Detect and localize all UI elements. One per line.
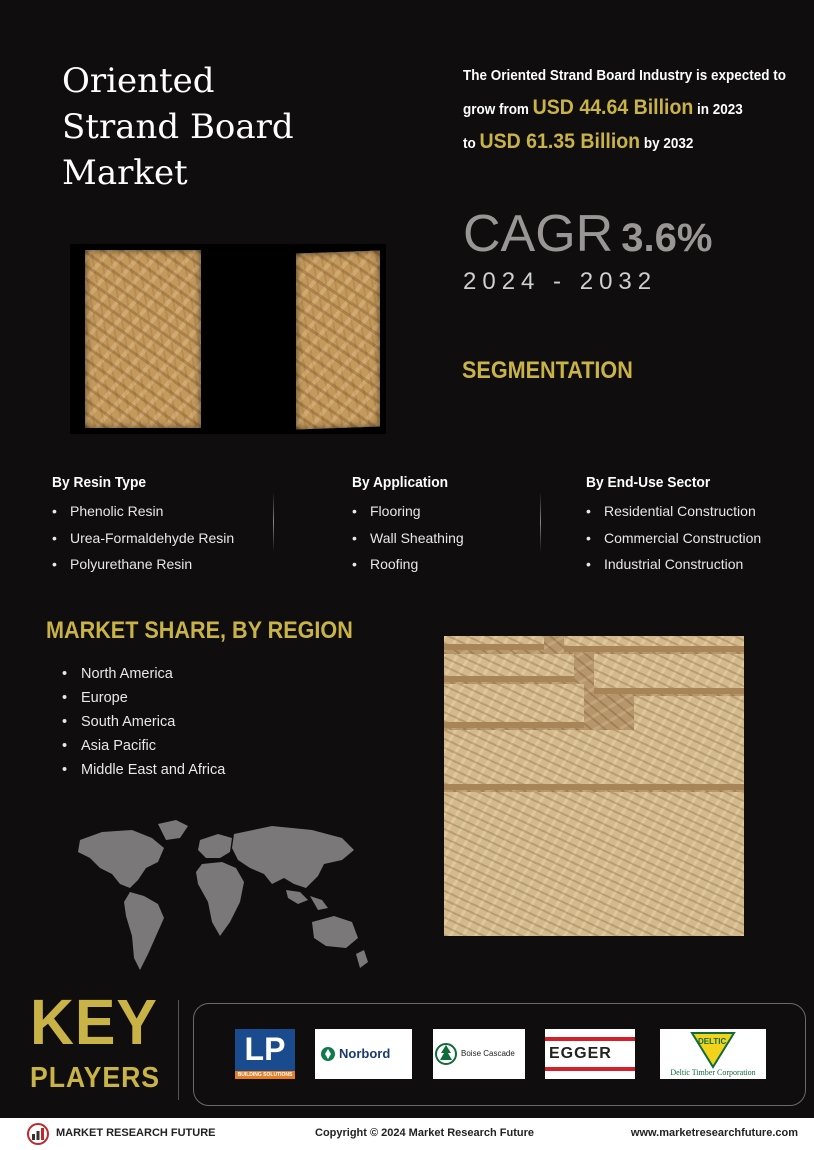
list-item: • Commercial Construction	[586, 525, 806, 552]
cagr-block	[463, 204, 712, 264]
list-item: • Urea-Formaldehyde Resin	[52, 525, 272, 552]
list-item: • North America	[62, 662, 225, 686]
growth-text: to	[463, 136, 480, 152]
growth-line-3	[463, 126, 784, 160]
list-item: • Residential Construction	[586, 498, 806, 525]
boise-logo-text: Boise Cascade	[461, 1049, 515, 1058]
segment-divider	[540, 492, 541, 552]
world-map-icon	[72, 818, 372, 978]
footer-brand: MARKET RESEARCH FUTURE	[56, 1127, 216, 1139]
list-item: • Europe	[62, 686, 225, 710]
market-share-heading: MARKET SHARE, BY REGION	[46, 617, 353, 644]
osb-slab	[444, 730, 744, 790]
list-item: • Middle East and Africa	[62, 758, 225, 782]
osb-slab	[564, 636, 744, 652]
list-item: • Wall Sheathing	[352, 525, 532, 552]
deltic-logo	[660, 1029, 766, 1079]
egger-bar-bottom	[545, 1067, 635, 1071]
title-line-1: Oriented	[62, 61, 215, 101]
cagr-period: 2024 - 2032	[463, 268, 658, 295]
osb-slab	[444, 636, 544, 650]
segment-resin-type	[52, 474, 272, 578]
footer-website-link[interactable]: www.marketresearchfuture.com	[630, 1127, 798, 1139]
region-list	[62, 662, 225, 782]
egger-bar-top	[545, 1037, 635, 1041]
osb-stack-image	[444, 636, 744, 936]
segment-title: By Resin Type	[52, 474, 147, 491]
lp-logo-text: LP	[244, 1031, 286, 1067]
segment-application	[352, 474, 532, 578]
osb-board-angled	[296, 251, 380, 430]
growth-statement	[463, 60, 808, 160]
cagr-value: 3.6%	[621, 216, 713, 260]
footer	[0, 1118, 814, 1150]
osb-slab	[444, 684, 584, 728]
list-item: • Asia Pacific	[62, 734, 225, 758]
list-item: • Roofing	[352, 551, 532, 578]
end-value: USD 61.35 Billion	[479, 130, 641, 153]
segment-title: By End-Use Sector	[586, 474, 711, 491]
list-item: • Polyurethane Resin	[52, 551, 272, 578]
growth-line-2	[463, 92, 784, 126]
growth-text: by 2032	[640, 136, 694, 152]
key-players-heading-line-1: KEY	[30, 986, 158, 1058]
osb-slab	[444, 654, 574, 682]
deltic-logo-tagline: Deltic Timber Corporation	[670, 1068, 756, 1077]
list-item: • Phenolic Resin	[52, 498, 272, 525]
growth-text: in 2023	[693, 102, 743, 118]
norbord-logo-text: Norbord	[339, 1046, 391, 1061]
norbord-logo	[315, 1029, 412, 1079]
lp-logo-tagline: BUILDING SOLUTIONS	[235, 1071, 295, 1079]
egger-logo	[545, 1029, 635, 1079]
segment-divider	[273, 492, 274, 552]
title-line-2: Strand Board	[62, 107, 294, 147]
mrf-logo-icon	[26, 1122, 50, 1146]
osb-slab	[594, 654, 744, 694]
osb-board-image	[70, 244, 386, 434]
lp-logo	[235, 1029, 295, 1079]
osb-slab	[444, 792, 744, 936]
footer-copyright: Copyright © 2024 Market Research Future	[315, 1127, 535, 1139]
egger-logo-text: EGGER	[549, 1045, 612, 1062]
segmentation-heading: SEGMENTATION	[462, 357, 633, 384]
key-players-divider	[178, 1000, 179, 1100]
growth-line-1: The Oriented Strand Board Industry is expected to	[463, 68, 786, 84]
osb-board-front	[85, 250, 201, 428]
key-players-heading-line-2: PLAYERS	[30, 1062, 161, 1094]
page-title	[62, 58, 362, 196]
list-item: • South America	[62, 710, 225, 734]
boise-cascade-logo	[433, 1029, 525, 1079]
growth-text: grow from	[463, 102, 533, 118]
start-value: USD 44.64 Billion	[532, 96, 694, 119]
segment-title: By Application	[352, 474, 449, 491]
list-item: • Flooring	[352, 498, 532, 525]
segment-end-use	[586, 474, 806, 578]
deltic-logo-text: DELTIC	[698, 1037, 727, 1046]
cagr-label: CAGR	[463, 205, 614, 263]
title-line-3: Market	[62, 153, 188, 193]
list-item: • Industrial Construction	[586, 551, 806, 578]
